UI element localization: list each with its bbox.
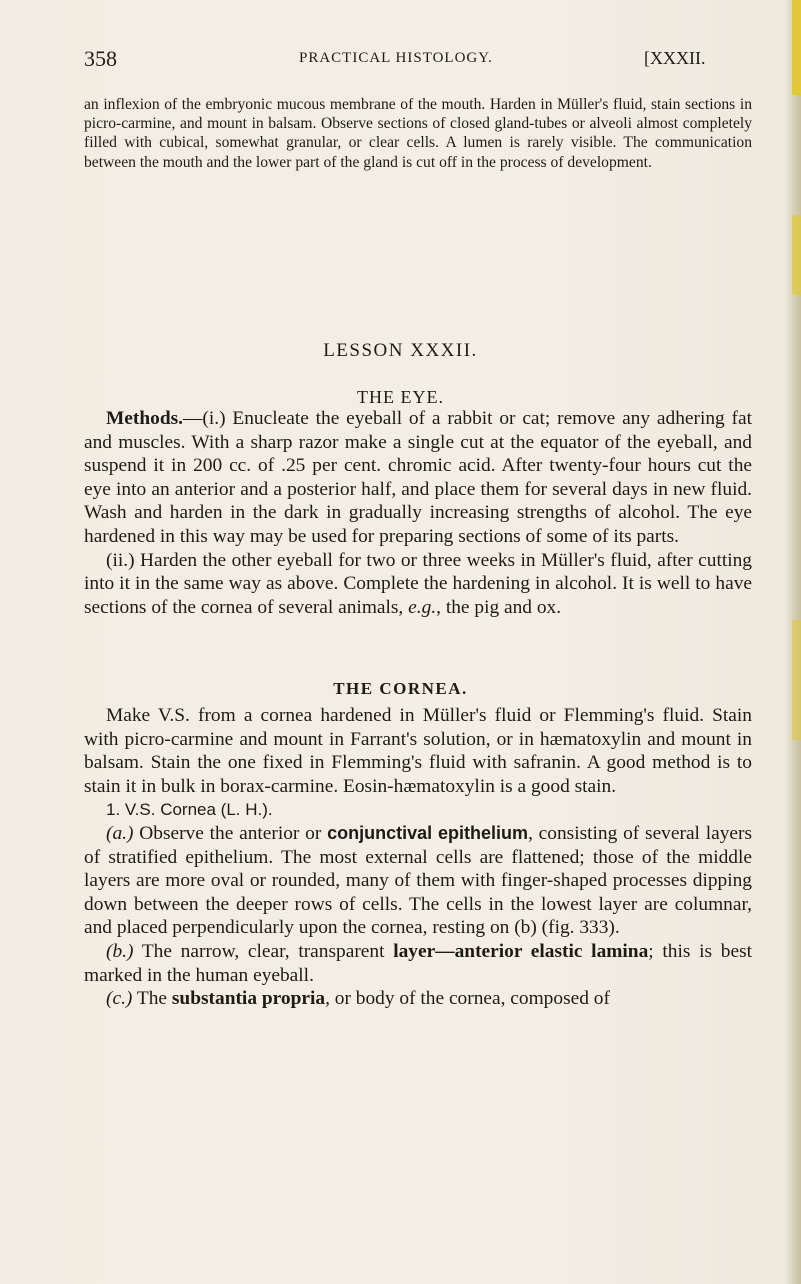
running-title: PRACTICAL HISTOLOGY. — [299, 50, 493, 66]
page-edge-tab — [792, 0, 801, 95]
item-b-term: layer—anterior elastic lamina — [393, 940, 649, 962]
item-c-term: substantia propria — [171, 988, 326, 1010]
methods-section — [84, 407, 752, 619]
item-b-text: The narrow, clear, transparent — [133, 940, 394, 962]
methods-item-2 — [84, 549, 752, 620]
lesson-subject: THE EYE. — [357, 387, 444, 407]
cornea-item-c — [84, 987, 752, 1011]
item-b-text-2: ; this is best marked in the human eyeball. — [84, 940, 752, 986]
cornea-paragraph: Make V.S. from a cornea hardened in Müller's fluid or Flemming's fluid. Stain with picro-carmine and mount in Farrant's solution, or in hæmatoxylin and mount in balsam. Stain the one fixed in Flemming's fluid with safranin. A good method is to stain it in bulk in borax-carmine. Eosin-hæmatoxylin is a good stain. — [84, 705, 752, 797]
cornea-heading: THE CORNEA. — [333, 679, 468, 698]
item-c-label: (c.) — [106, 988, 133, 1010]
item-c-text-2: , or body of the cornea, composed of — [325, 988, 610, 1010]
page-header — [84, 46, 744, 78]
cornea-item-a — [84, 822, 752, 940]
chapter-marker: [XXXII. — [644, 48, 706, 68]
item-c-text: The — [132, 988, 172, 1010]
methods-item-2-eg: e.g. — [408, 596, 437, 618]
cornea-section — [84, 704, 752, 1011]
cornea-item-b — [84, 940, 752, 987]
methods-item-2-suffix: , the pig and ox. — [436, 596, 562, 618]
intro-paragraph: an inflexion of the embryonic mucous membrane of the mouth. Harden in Müller's fluid, stain sections in picro-carmine, and mount in balsam. Observe sections of closed gland-tubes or alveoli almost completely filled with cubical, somewhat granular, or clear cells. A lumen is rarely visible. The communication between the mouth and the lower part of the gland is cut off in the process of development. — [84, 96, 752, 171]
cornea-subheading: 1. V.S. Cornea (L. H.). — [106, 800, 273, 820]
item-a-label: (a.) — [106, 822, 134, 844]
methods-item-1 — [84, 407, 752, 549]
item-a-term: conjunctival epithelium — [327, 822, 529, 843]
methods-item-2-text: (ii.) Harden the other eyeball for two or three weeks in Müller's fluid, after cutting into it in the same way as above. Complete the hardening in alcohol. It is well to have sections of the cornea of several animals, — [84, 549, 752, 618]
page-number: 358 — [84, 46, 117, 71]
item-a-text-2: , consisting of several layers of stratified epithelium. The most external cells are flattened; those of the middle layers are more oval or rounded, many of them with finger-shaped processes dipping down between the deeper rows of cells. The cells in the lowest layer are columnar, and placed perpendicularly upon the cornea, resting on (b) (fig. 333). — [84, 822, 753, 939]
item-b-label: (b.) — [106, 940, 134, 962]
lesson-heading: LESSON XXXII. — [323, 340, 478, 361]
methods-item-1-text: —(i.) Enucleate the eyeball of a rabbit or cat; remove any adhering fat and muscles. With a sharp razor make a single cut at the equator of the eyeball, and suspend it in 200 cc. of .25 per cent. chromic acid. After twenty-four hours cut the eye into an anterior and a posterior half, and place them for several days in new fluid. Wash and harden in the dark in gradually increasing strengths of alcohol. The eye hardened in this way may be used for preparing sections of some of its parts. — [84, 408, 752, 547]
methods-label: Methods. — [106, 408, 184, 429]
item-a-text: Observe the anterior or — [133, 822, 328, 844]
page-edge-tab — [792, 215, 801, 295]
